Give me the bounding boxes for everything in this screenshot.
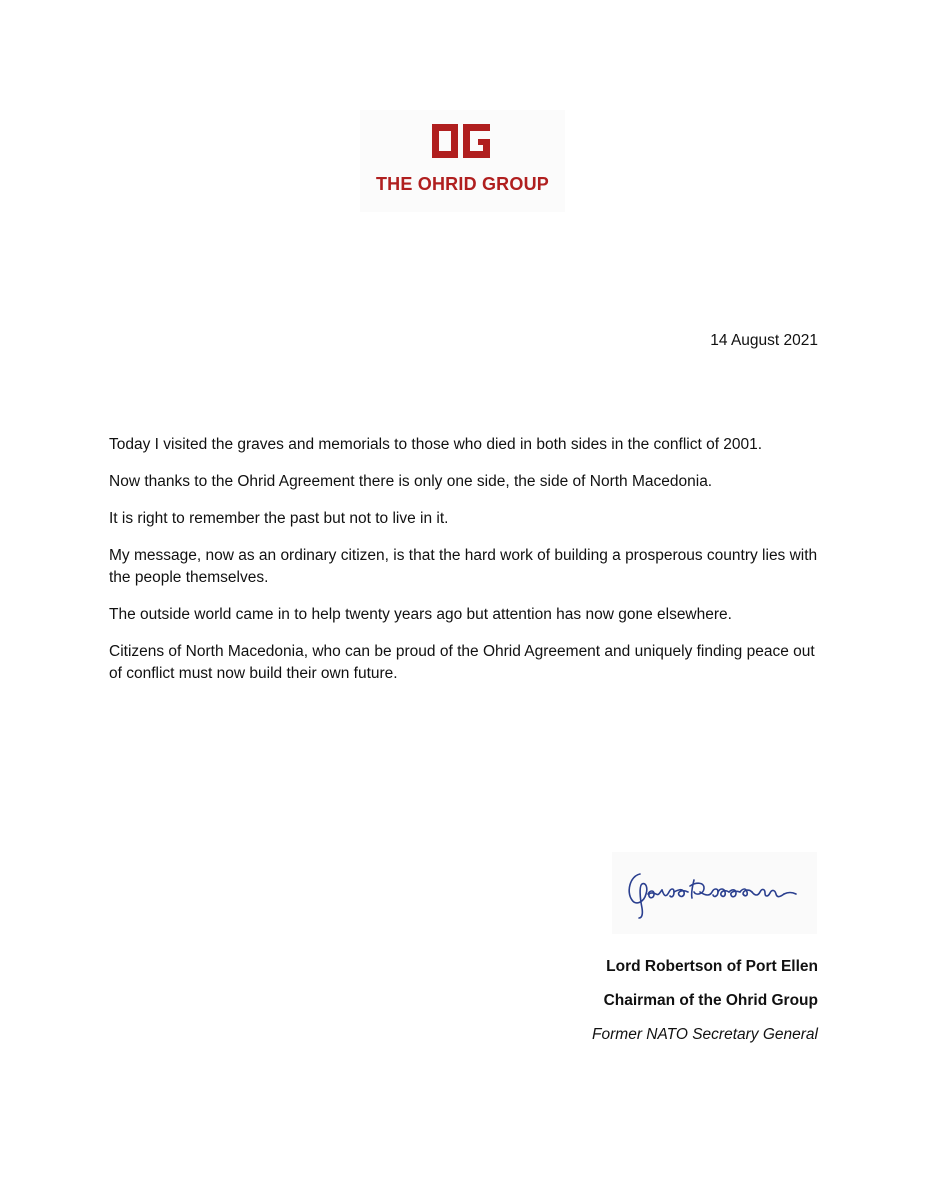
paragraph: The outside world came in to help twenty years ago but attention has now gone elsewhere. [109, 606, 732, 623]
og-logo-mark-icon [430, 122, 492, 160]
paragraph: Today I visited the graves and memorials to those who died in both sides in the conflict of 2001. [109, 436, 763, 453]
paragraph: Citizens of North Macedonia, who can be proud of the Ohrid Agreement and uniquely finding peace out of conflict must now build their own future. [109, 643, 815, 682]
letter-date: 14 August 2021 [710, 332, 818, 349]
signature-icon [612, 852, 817, 934]
handwritten-signature [612, 852, 817, 934]
signatory-former-title: Former NATO Secretary General [592, 1026, 818, 1043]
ohrid-group-logo [360, 110, 565, 212]
letter-body [109, 434, 821, 700]
signatory-role: Chairman of the Ohrid Group [603, 992, 818, 1009]
organization-name: THE OHRID GROUP [375, 174, 549, 194]
signatory-block [592, 956, 818, 1058]
paragraph: My message, now as an ordinary citizen, is that the hard work of building a prosperous country lies with the people themselves. [109, 547, 818, 586]
signatory-name: Lord Robertson of Port Ellen [606, 958, 818, 975]
paragraph: Now thanks to the Ohrid Agreement there is only one side, the side of North Macedonia. [109, 473, 713, 490]
paragraph: It is right to remember the past but not to live in it. [109, 510, 449, 527]
